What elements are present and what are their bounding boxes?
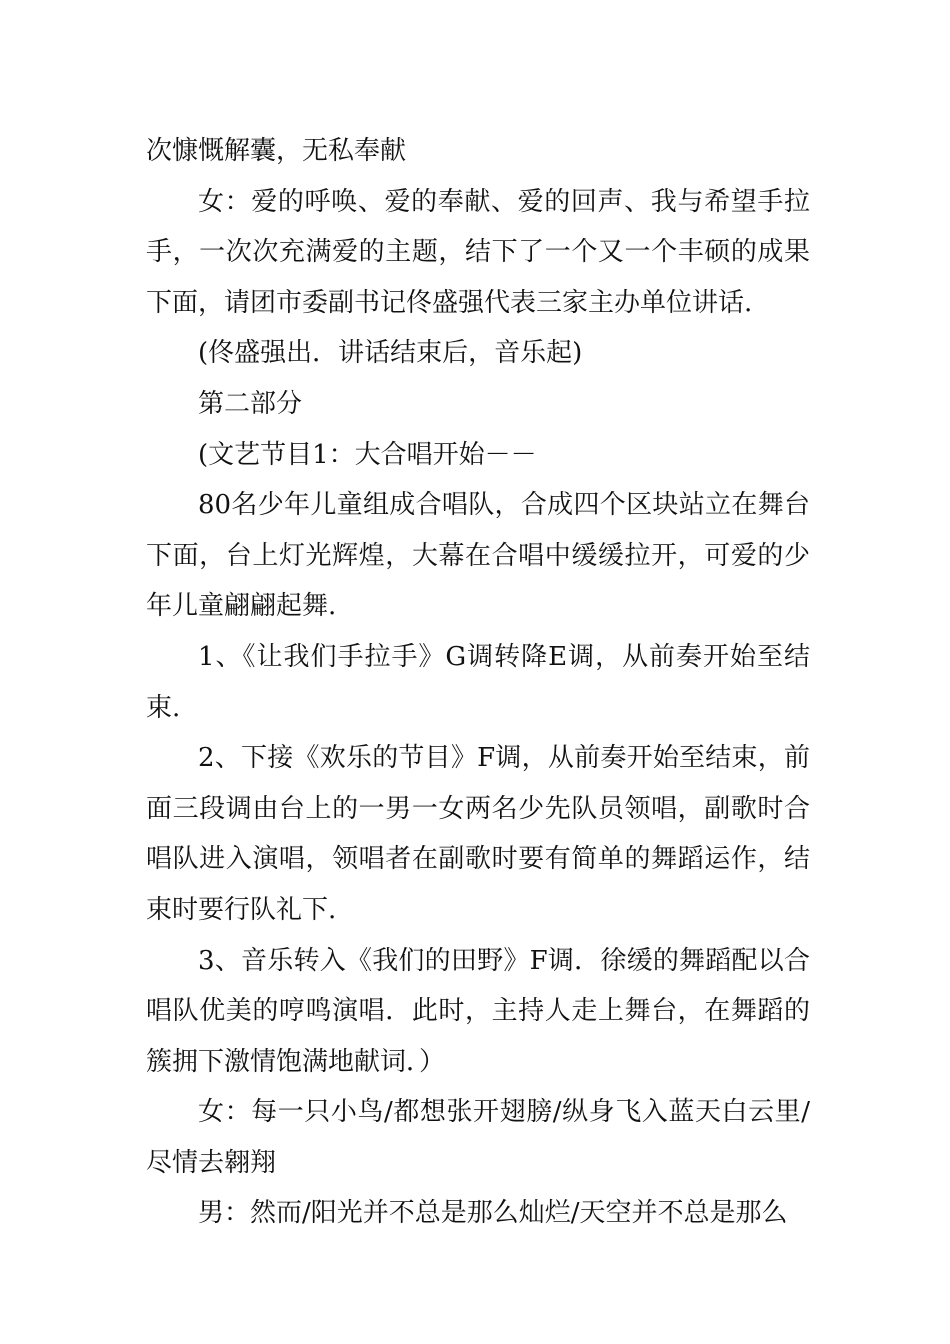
list-item-2: 2、下接《欢乐的节目》F调，从前奏开始至结束，前面三段调由台上的一男一女两名少先队员领唱，副歌时合唱队进入演唱，领唱者在副歌时要有简单的舞蹈运作，结束时要行队礼下. [146, 743, 810, 925]
paragraph-1: 次慷慨解囊，无私奉献 [146, 136, 407, 166]
list-item-3: 3、音乐转入《我们的田野》F调．徐缓的舞蹈配以合唱队优美的哼鸣演唱．此时，主持人走上舞台，在舞蹈的簇拥下激情饱满地献词．） [146, 945, 810, 1077]
section-heading: 第二部分 [198, 388, 303, 419]
paragraph-5: (文艺节目1：大合唱开始－－ [198, 439, 537, 470]
paragraph-2: 女：爱的呼唤、爱的奉献、爱的回声、我与希望手拉手，一次次充满爱的主题，结下了一个又一个丰硕的成果下面，请团市委副书记佟盛强代表三家主办单位讲话. [146, 186, 810, 318]
paragraph-3: (佟盛强出．讲话结束后，音乐起) [198, 338, 583, 369]
document-body [146, 126, 810, 1239]
list-item-1: 1、《让我们手拉手》G调转降E调，从前奏开始至结束. [146, 641, 810, 723]
dialogue-male: 男：然而/阳光并不总是那么灿烂/天空并不总是那么 [198, 1198, 788, 1229]
paragraph-6: 80名少年儿童组成合唱队，合成四个区块站立在舞台下面，台上灯光辉煌，大幕在合唱中缓缓拉开，可爱的少年儿童翩翩起舞. [146, 490, 810, 622]
dialogue-female: 女：每一只小鸟/都想张开翅膀/纵身飞入蓝天白云里/尽情去翱翔 [146, 1097, 810, 1178]
